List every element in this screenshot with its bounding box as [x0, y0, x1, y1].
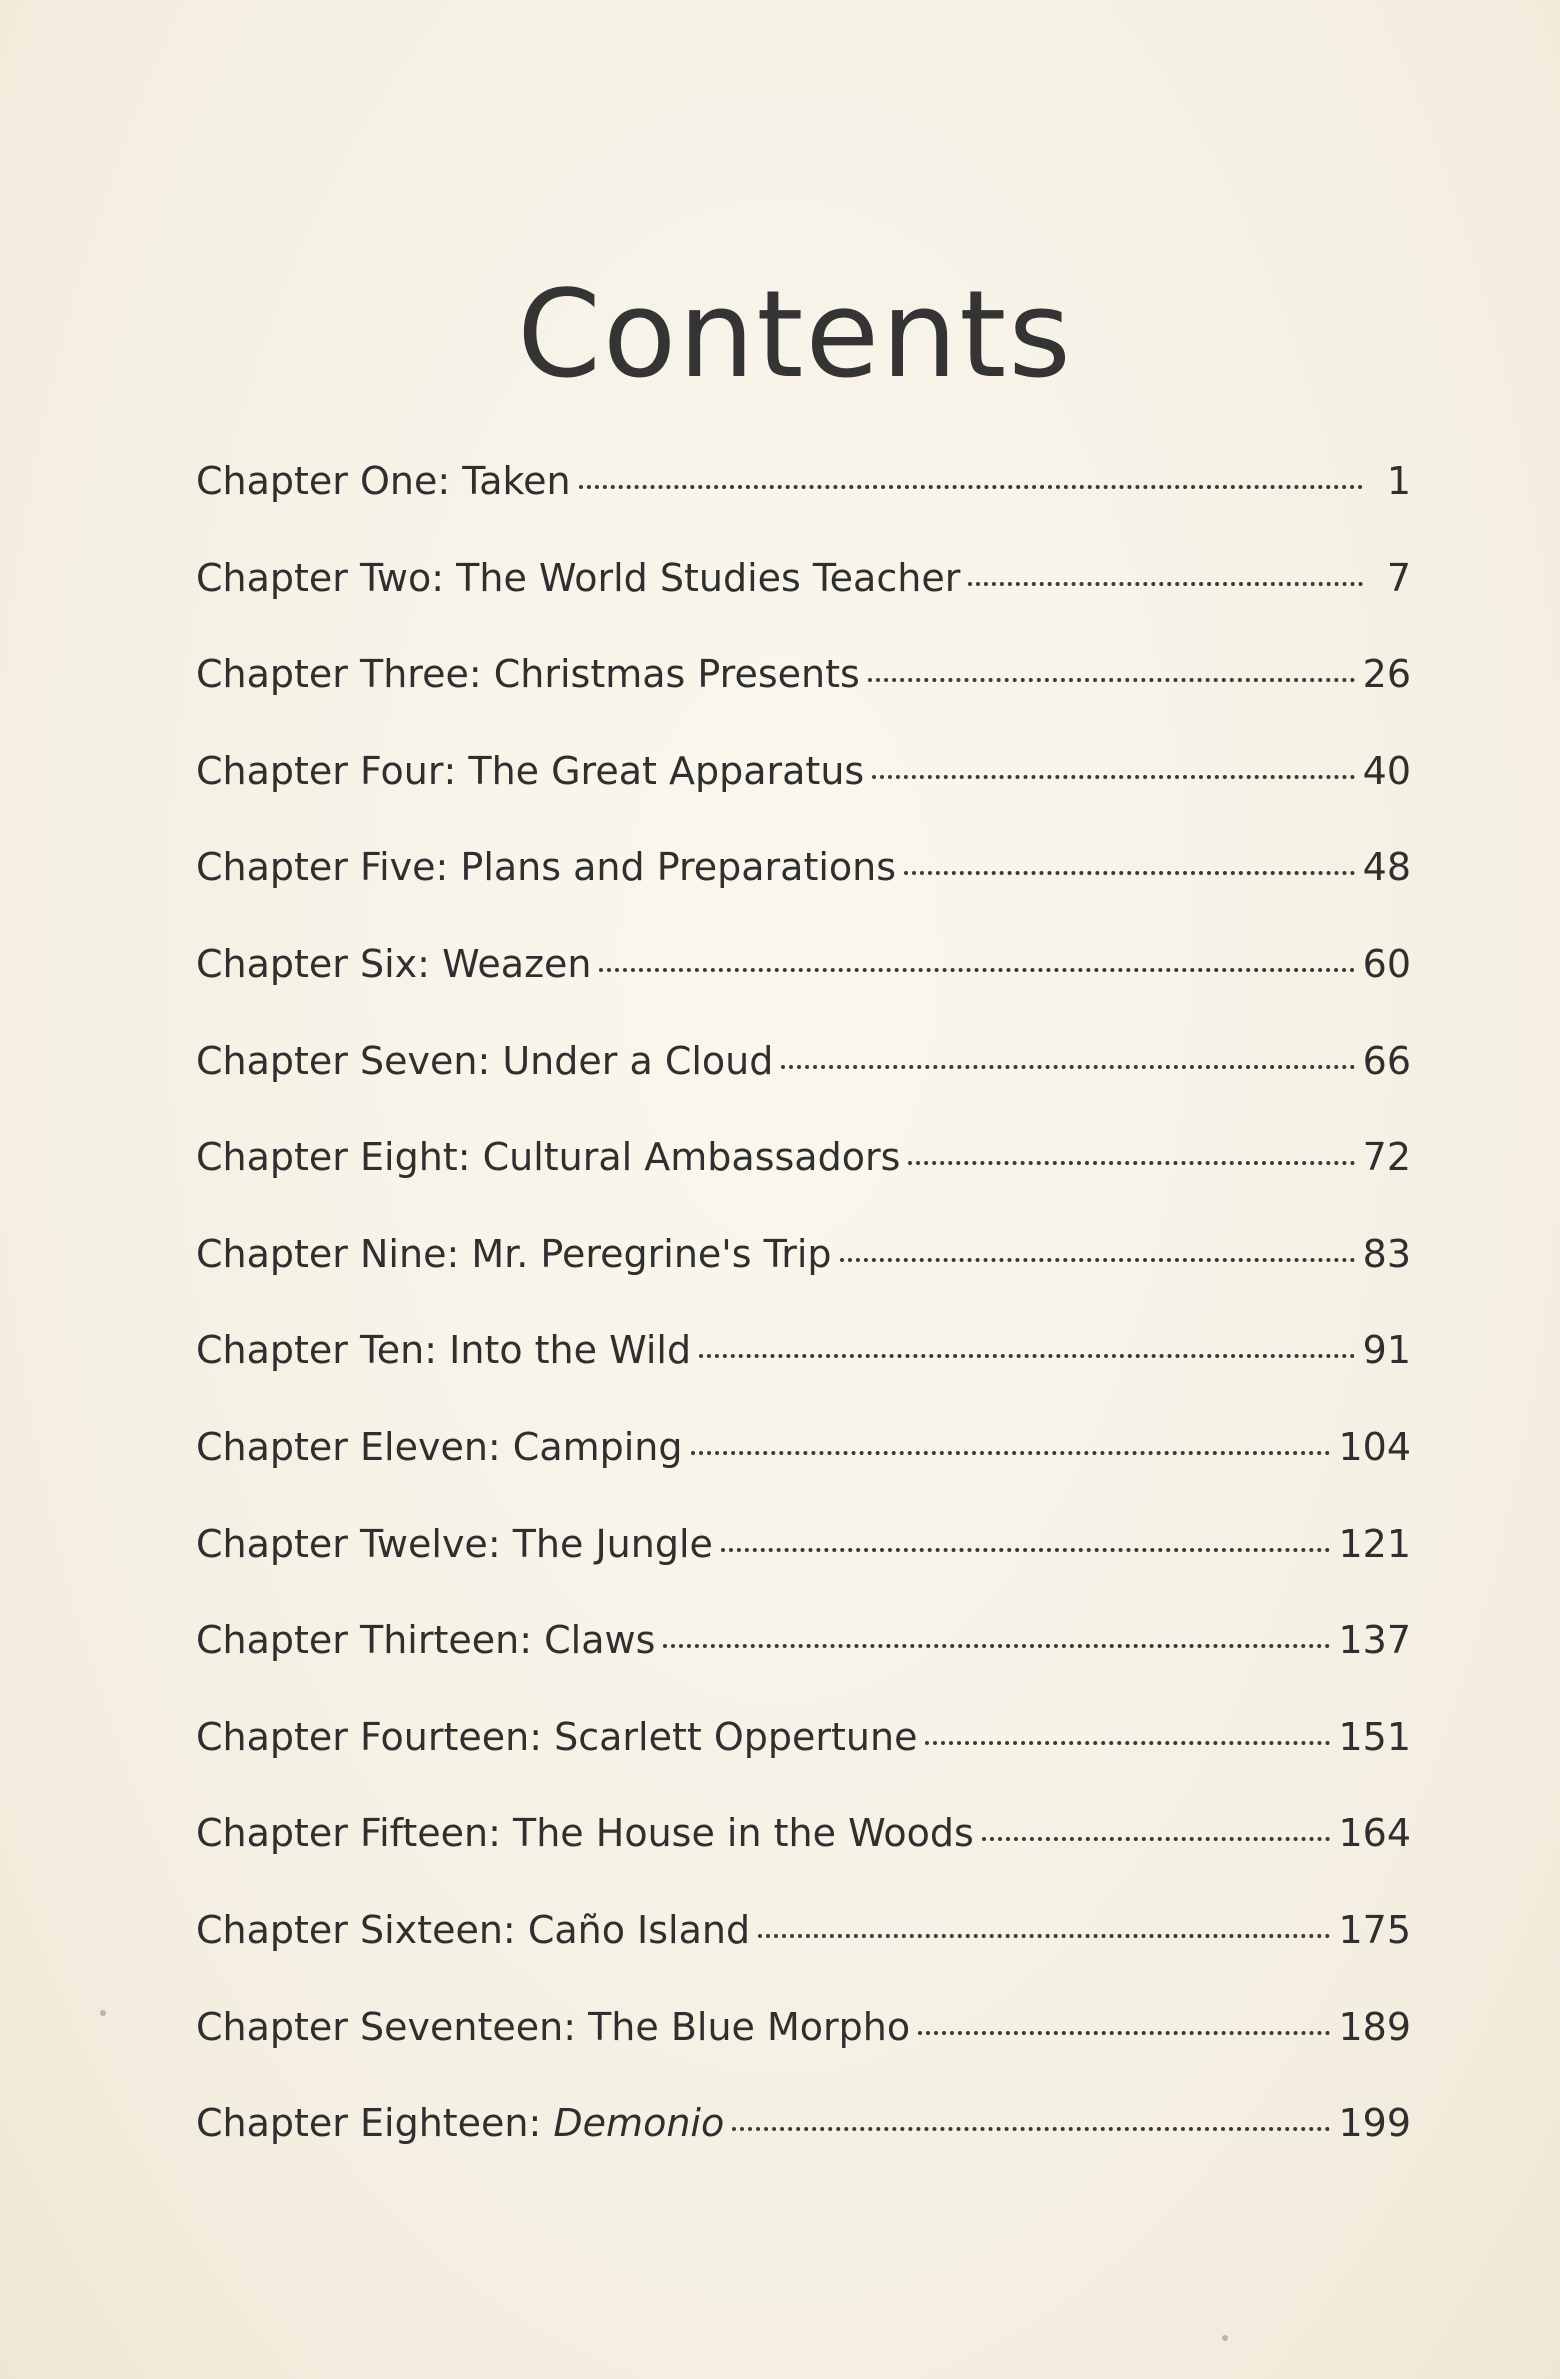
chapter-label: Chapter Fourteen: [196, 1714, 530, 1759]
toc-entry[interactable]: [196, 1714, 1411, 1815]
chapter-separator: :: [529, 1714, 555, 1759]
chapter-separator: :: [443, 748, 469, 793]
page-number: 40: [1362, 748, 1411, 793]
chapter-separator: :: [477, 1038, 503, 1083]
toc-entry[interactable]: [196, 1135, 1411, 1235]
chapter-separator: :: [528, 2101, 554, 2146]
page-number: 189: [1338, 2004, 1411, 2049]
page-number: 137: [1338, 1618, 1411, 1663]
page-number: 26: [1362, 652, 1411, 697]
chapter-separator: :: [446, 1231, 472, 1276]
chapter-separator: :: [563, 2004, 589, 2049]
dot-leader: [918, 2031, 1330, 2035]
chapter-title: The House in the Woods: [513, 1811, 974, 1856]
chapter-separator: :: [468, 652, 494, 697]
chapter-title: Weazen: [442, 941, 592, 986]
chapter-label: Chapter Nine: [196, 1231, 447, 1276]
chapter-title: Caño Island: [527, 1907, 751, 1952]
chapter-title: The Blue Morpho: [588, 2004, 911, 2049]
dot-leader: [925, 1741, 1330, 1745]
toc-entry[interactable]: [196, 1618, 1411, 1718]
chapter-title: Claws: [544, 1618, 656, 1663]
page-number: 151: [1338, 1714, 1411, 1759]
chapter-title: Taken: [462, 459, 571, 503]
paper-speck: [100, 2010, 106, 2016]
chapter-label: Chapter Eleven: [196, 1424, 488, 1469]
chapter-title: Into the Wild: [449, 1328, 692, 1373]
chapter-separator: :: [424, 1328, 450, 1373]
chapter-label: Chapter Twelve: [196, 1521, 488, 1566]
page-number: 66: [1362, 1038, 1411, 1083]
chapter-separator: :: [435, 845, 461, 890]
toc-entry[interactable]: [196, 1231, 1411, 1332]
page-number: 175: [1338, 1907, 1411, 1952]
chapter-separator: :: [437, 459, 463, 503]
dot-leader: [599, 968, 1354, 972]
page-number: 199: [1338, 2101, 1411, 2146]
chapter-title: Cultural Ambassadors: [482, 1135, 901, 1180]
page-number: 1: [1386, 459, 1411, 503]
chapter-title: Plans and Preparations: [460, 845, 897, 890]
toc-entry[interactable]: [196, 1328, 1411, 1428]
toc-entry[interactable]: [196, 941, 1411, 1042]
chapter-separator: :: [457, 1135, 483, 1180]
chapter-title: The Great Apparatus: [468, 748, 865, 793]
dot-leader: [721, 1548, 1331, 1552]
dot-leader: [699, 1354, 1355, 1358]
chapter-separator: :: [502, 1907, 528, 1952]
page-number: 72: [1362, 1135, 1411, 1180]
dot-leader: [868, 678, 1355, 682]
chapter-title: Camping: [512, 1424, 683, 1469]
page-number: 7: [1386, 555, 1411, 600]
chapter-label: Chapter Thirteen: [196, 1618, 520, 1663]
toc-entry[interactable]: [196, 1038, 1411, 1139]
chapter-title: The World Studies Teacher: [456, 555, 961, 600]
toc-entry[interactable]: [196, 1907, 1411, 2008]
toc-entry[interactable]: [196, 2004, 1411, 2105]
chapter-label: Chapter Three: [196, 652, 469, 697]
chapter-title: Christmas Presents: [493, 652, 860, 697]
chapter-title: Under a Cloud: [502, 1038, 774, 1083]
chapter-title: Demonio: [553, 2101, 725, 2146]
chapter-label: Chapter Fifteen: [196, 1811, 489, 1856]
dot-leader: [968, 582, 1363, 586]
dot-leader: [732, 2127, 1330, 2131]
page-number: 83: [1362, 1231, 1411, 1276]
chapter-label: Chapter Seven: [196, 1038, 478, 1083]
chapter-separator: :: [488, 1811, 513, 1856]
chapter-label: Chapter Eight: [196, 1135, 458, 1180]
page-number: 91: [1362, 1328, 1411, 1373]
chapter-title: The Jungle: [512, 1521, 713, 1566]
chapter-separator: :: [519, 1618, 545, 1663]
chapter-separator: :: [487, 1424, 513, 1469]
toc-entry[interactable]: [196, 845, 1411, 945]
toc-entry[interactable]: [196, 555, 1411, 656]
chapter-label: Chapter Five: [196, 845, 436, 890]
page-number: 104: [1338, 1424, 1411, 1469]
chapter-label: Chapter Eighteen: [196, 2101, 529, 2146]
chapter-label: Chapter Four: [196, 748, 444, 793]
dot-leader: [691, 1451, 1331, 1455]
toc-entry[interactable]: [196, 1424, 1411, 1525]
chapter-label: Chapter Sixteen: [196, 1907, 503, 1952]
page-number: 48: [1362, 845, 1411, 890]
toc-entry[interactable]: [196, 652, 1411, 752]
dot-leader: [904, 871, 1355, 875]
chapter-separator: :: [487, 1521, 513, 1566]
chapter-title: Mr. Peregrine's Trip: [471, 1231, 832, 1276]
dot-leader: [579, 485, 1363, 489]
toc-entry[interactable]: [196, 748, 1411, 849]
toc-entry[interactable]: [196, 459, 1411, 559]
dot-leader: [781, 1065, 1354, 1069]
dot-leader: [758, 1934, 1330, 1938]
paper-speck: [1222, 2335, 1228, 2341]
chapter-separator: :: [417, 941, 443, 986]
chapter-label: Chapter Ten: [196, 1328, 425, 1373]
chapter-title: Scarlett Oppertune: [554, 1714, 918, 1759]
chapter-label: Chapter One: [196, 459, 438, 503]
contents-title: Contents: [517, 266, 1073, 406]
chapter-label: Chapter Seventeen: [196, 2004, 564, 2049]
page-number: 121: [1338, 1521, 1411, 1566]
dot-leader: [872, 775, 1354, 779]
table-of-contents: [196, 459, 1411, 2201]
dot-leader: [663, 1644, 1330, 1648]
toc-entry[interactable]: [196, 1521, 1411, 1622]
toc-entry[interactable]: [196, 2101, 1411, 2201]
chapter-separator: :: [431, 555, 457, 600]
chapter-label: Chapter Six: [196, 941, 418, 986]
chapter-label: Chapter Two: [196, 555, 432, 600]
toc-entry[interactable]: [196, 1811, 1411, 1911]
page-number: 164: [1338, 1811, 1411, 1856]
dot-leader: [982, 1837, 1331, 1841]
dot-leader: [840, 1258, 1355, 1262]
dot-leader: [908, 1161, 1354, 1165]
page-number: 60: [1362, 941, 1411, 986]
